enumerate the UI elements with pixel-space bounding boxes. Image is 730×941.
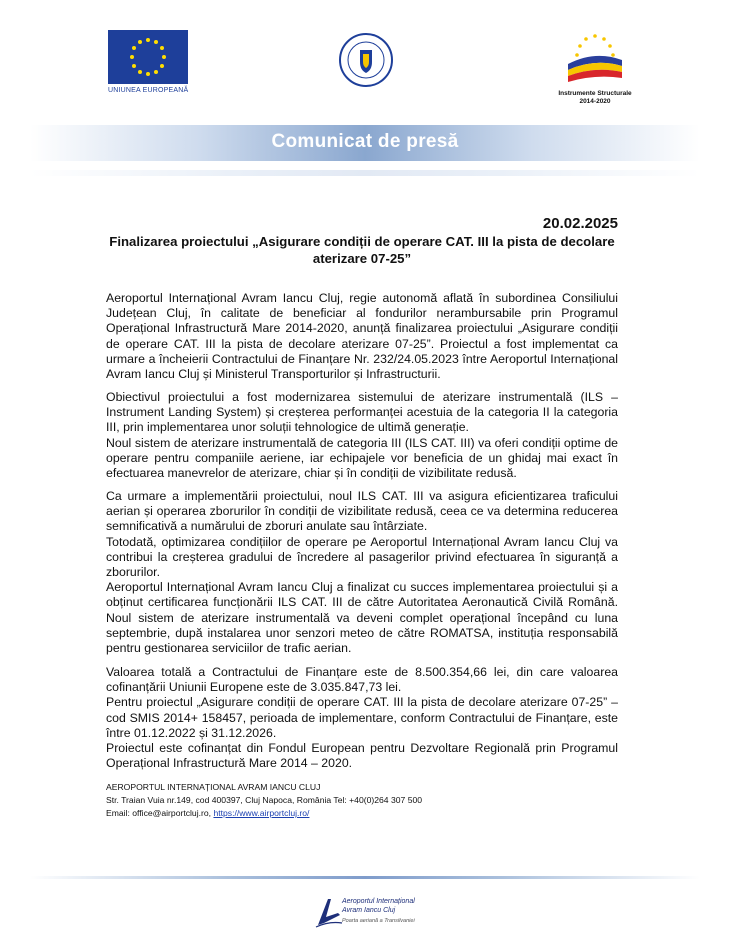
- paragraph: Totodată, optimizarea condițiilor de operare pe Aeroportul Internațional Avram Iancu Cluj va contribui la creșterea gradului de încredere al pasagerilor privind efectuarea în siguranță a zborurilor.: [106, 534, 618, 580]
- is-caption-title: Instrumente Structurale: [558, 90, 632, 97]
- footer-address: Str. Traian Vuia nr.149, cod 400397, Cluj Napoca, România Tel: +40(0)264 307 500: [106, 795, 423, 805]
- paragraph-intro: [106, 291, 618, 382]
- paragraph-results: [106, 489, 618, 656]
- airplane-icon: [314, 893, 344, 929]
- airport-logo-line2: Avram Iancu Cluj: [342, 907, 396, 914]
- release-date: 20.02.2025: [542, 215, 618, 232]
- paragraph-financing: [106, 665, 618, 771]
- paragraph: Obiectivul proiectului a fost modernizarea sistemului de aterizare instrumentală (ILS – Instrument Landing System) și creșterea performanței acestuia de la categoria II la categoria III, prin implementarea unor soluții tehnologice de ultimă generație.: [106, 390, 618, 435]
- airport-logo-line1: Aeroportul Internațional: [342, 898, 415, 905]
- government-seal-logo: [338, 32, 394, 88]
- website-link[interactable]: https://www.airportcluj.ro/: [213, 808, 310, 818]
- structural-instruments-logo: [560, 30, 630, 90]
- eu-flag-logo: [108, 30, 188, 84]
- eu-stars-icon: [108, 30, 188, 84]
- banner-divider: [30, 170, 700, 176]
- structural-instruments-caption: [545, 90, 645, 106]
- is-caption-years: 2014-2020: [579, 98, 611, 105]
- paragraph: Aeroportul Internațional Avram Iancu Cluj, regie autonomă aflată în subordinea Consiliului Județean Cluj, în calitate de beneficiar al fondurilor nerambursabile prin Programul Operațional Infrastructură Mare 2014-2020, anunță finalizarea proiectului „Asigurare condiții de operare CAT. III la pista de decolare aterizare 07-25”. Proiectul a fost implementat ca urmare a încheierii Contractului de Finanțare Nr. 232/24.05.2023 între Aeroportul Internațional Avram Iancu Cluj și Ministerul Transporturilor și Infrastructurii.: [106, 291, 618, 382]
- press-release-title: Comunicat de presă: [271, 131, 459, 152]
- paragraph: Pentru proiectul „Asigurare condiții de operare CAT. III la pista de decolare aterizare 07-25” – cod SMIS 2014+ 158457, perioada de implementare, conform Contractului de Finanțare, este între 01.12.2022 și 31.12.2026.: [106, 695, 618, 740]
- airport-logo-tagline: Poarta aeriană a Transilvaniei: [342, 918, 415, 924]
- paragraph: Aeroportul Internațional Avram Iancu Cluj a finalizat cu succes implementarea proiectului și a obținut certificarea funcționării ILS CAT. III de către Autoritatea Aeronautică Civilă Română. Noul sistem de aterizare instrumentală va deveni complet operațional începând cu luna septembrie, după instalarea unor senzori meteo de către ROMATSA, instituția responsabilă pentru gestionarea serviciilor de trafic aerian.: [106, 580, 618, 656]
- headline: Finalizarea proiectului „Asigurare condiții de operare CAT. III la pista de decolare aterizare 07-25”: [109, 234, 615, 266]
- eu-caption: UNIUNEA EUROPEANĂ: [108, 87, 189, 94]
- paragraph: Proiectul este cofinanțat din Fondul European pentru Dezvoltare Regională prin Programul Operațional Infrastructură Mare 2014 – 2020.: [106, 741, 618, 771]
- footer-contact: [106, 808, 309, 818]
- structural-instruments-icon: [560, 30, 630, 90]
- paragraph: Noul sistem de aterizare instrumentală de categoria III (ILS CAT. III) va oferi condiții optime de operare pentru companiile aeriene, iar echipajele vor beneficia de un ghidaj mai exact în efectuarea manevrelor de aterizare, chiar și în condiții de vizibilitate redusă.: [106, 435, 618, 481]
- paragraph-objective: [106, 390, 618, 481]
- footer-email: Email: office@airportcluj.ro,: [106, 808, 212, 818]
- bottom-divider: [30, 876, 700, 879]
- coat-of-arms-icon: [338, 32, 394, 88]
- paragraph: Ca urmare a implementării proiectului, noul ILS CAT. III va asigura eficientizarea traficului aerian și operarea zborurilor în condiții de vizibilitate redusă, ceea ce va determina reducerea semnificativă a numărului de zboruri anulate sau întârziate.: [106, 489, 618, 534]
- paragraph: Valoarea totală a Contractului de Finanțare este de 8.500.354,66 lei, din care valoarea cofinanțării Uniunii Europene este de 3.035.847,73 lei.: [106, 665, 618, 695]
- footer-organization: AEROPORTUL INTERNAȚIONAL AVRAM IANCU CLUJ: [106, 782, 321, 792]
